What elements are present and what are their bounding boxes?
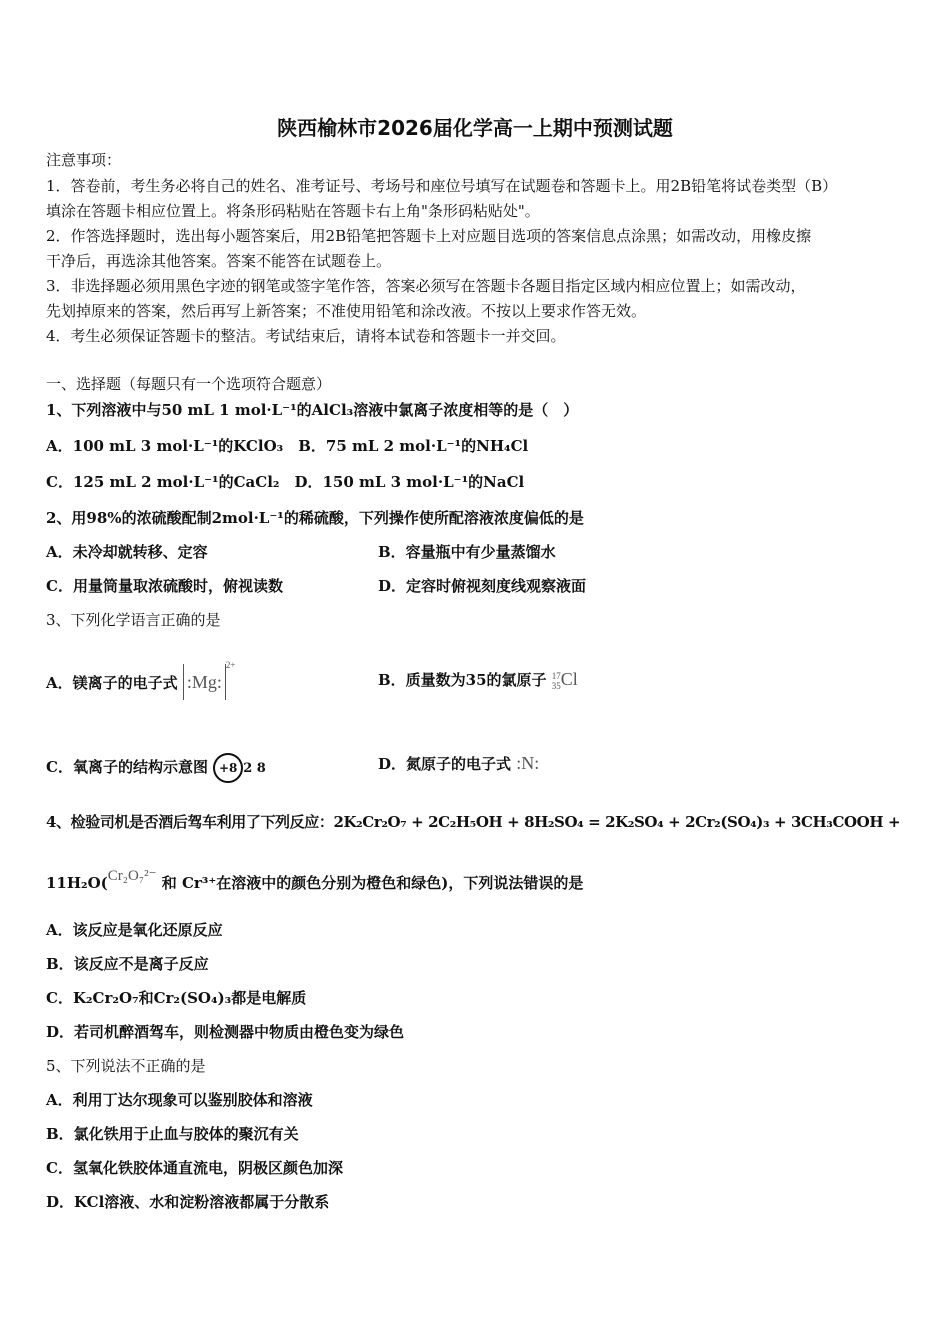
- q2-stem: 2、用98%的浓硫酸配制2mol·L⁻¹的稀硫酸，下列操作使所配溶液浓度偏低的是: [46, 509, 584, 527]
- q4-stem-line1: 4、检验司机是否酒后驾车利用了下列反应：2K₂Cr₂O₇ + 2C₂H₅OH + 8H₂SO₄ = 2K₂SO₄ + 2Cr₂(SO₄)₃ + 3CH₃COOH +: [46, 813, 901, 831]
- q5-stem: 5、下列说法不正确的是: [46, 1057, 206, 1075]
- q4-stem-line2: [46, 868, 584, 894]
- notice-heading: 注意事项：: [46, 151, 122, 169]
- q2-option-c: C．用量筒量取浓硫酸时，俯视读数: [46, 577, 283, 595]
- isotope-numbers: [552, 671, 561, 691]
- lower-number: 35: [551, 681, 561, 691]
- q3-option-b: [378, 669, 578, 691]
- q5-option-d: D．KCl溶液、水和淀粉溶液都属于分散系: [46, 1193, 330, 1211]
- stem-text: 11H₂O(: [46, 874, 108, 892]
- q3-option-a: [46, 660, 236, 693]
- page-title: 陕西榆林市2026届化学高一上期中预测试题: [277, 116, 673, 140]
- upper-number: 17: [551, 671, 561, 681]
- q5-option-c: C．氢氧化铁胶体通直流电，阴极区颜色加深: [46, 1159, 343, 1177]
- option-text: A．镁离子的电子式: [46, 674, 178, 692]
- n-electron-formula: :N:: [516, 753, 540, 773]
- stem-text: 和 Cr³⁺在溶液中的颜色分别为橙色和绿色)，下列说法错误的是: [156, 874, 584, 892]
- q5-option-a: A．利用丁达尔现象可以鉴别胶体和溶液: [46, 1091, 313, 1109]
- q4-option-a: A．该反应是氧化还原反应: [46, 921, 223, 939]
- formula-text: :Mg:: [186, 672, 222, 692]
- notice-line: 1．答卷前，考生务必将自己的姓名、准考证号、考场号和座位号填写在试题卷和答题卡上。用2B铅笔将试卷类型（B）: [46, 177, 838, 195]
- dichromate-ion: Cr₂O₇²⁻: [107, 868, 157, 884]
- q3-option-d: [378, 753, 539, 774]
- option-text: B．质量数为35的氯原子: [378, 671, 547, 689]
- notice-line: 干净后，再选涂其他答案。答案不能答在试题卷上。: [46, 252, 392, 270]
- q1-options-cd: C．125 mL 2 mol·L⁻¹的CaCl₂ D．150 mL 3 mol·L⁻¹的NaCl: [46, 473, 525, 491]
- notice-line: 4．考生必须保证答题卡的整洁。考试结束后，请将本试卷和答题卡一并交回。: [46, 327, 566, 345]
- q1-options-ab: A．100 mL 3 mol·L⁻¹的KClO₃ B．75 mL 2 mol·L⁻¹的NH₄Cl: [46, 437, 529, 455]
- notice-line: 2．作答选择题时，选出每小题答案后，用2B铅笔把答题卡上对应题目选项的答案信息点涂黑；如需改动，用橡皮擦: [46, 227, 812, 245]
- option-text: C．氧离子的结构示意图: [46, 758, 208, 776]
- notice-line: 填涂在答题卡相应位置上。将条形码粘贴在答题卡右上角"条形码粘贴处"。: [46, 202, 540, 220]
- q3-option-c: [46, 753, 266, 783]
- q2-option-d: D．定容时俯视刻度线观察液面: [378, 577, 587, 595]
- nucleus-circle: +8: [213, 753, 243, 783]
- q2-option-a: A．未冷却就转移、定容: [46, 543, 208, 561]
- q5-option-b: B．氯化铁用于止血与胶体的聚沉有关: [46, 1125, 299, 1143]
- charge: 2+: [225, 660, 236, 670]
- element-symbol: Cl: [560, 669, 578, 689]
- notice-line: 3．非选择题必须用黑色字迹的钢笔或签字笔作答，答案必须写在答题卡各题目指定区域内相应位置上；如需改动，: [46, 277, 806, 295]
- mg-electron-formula: [183, 664, 226, 700]
- option-text: D．氮原子的电子式: [378, 755, 512, 773]
- q1-stem: 1、下列溶液中与50 mL 1 mol·L⁻¹的AlCl₃溶液中氯离子浓度相等的是（ ）: [46, 401, 579, 419]
- section-heading: 一、选择题（每题只有一个选项符合题意）: [46, 375, 332, 393]
- q3-stem: 3、下列化学语言正确的是: [46, 611, 221, 629]
- q4-option-c: C．K₂Cr₂O₇和Cr₂(SO₄)₃都是电解质: [46, 989, 307, 1007]
- shell-numbers: 2 8: [243, 761, 266, 776]
- q4-option-d: D．若司机醉酒驾车，则检测器中物质由橙色变为绿色: [46, 1023, 405, 1041]
- notice-line: 先划掉原来的答案，然后再写上新答案；不准使用铅笔和涂改液。不按以上要求作答无效。: [46, 302, 647, 320]
- q2-option-b: B．容量瓶中有少量蒸馏水: [378, 543, 556, 561]
- q4-option-b: B．该反应不是离子反应: [46, 955, 209, 973]
